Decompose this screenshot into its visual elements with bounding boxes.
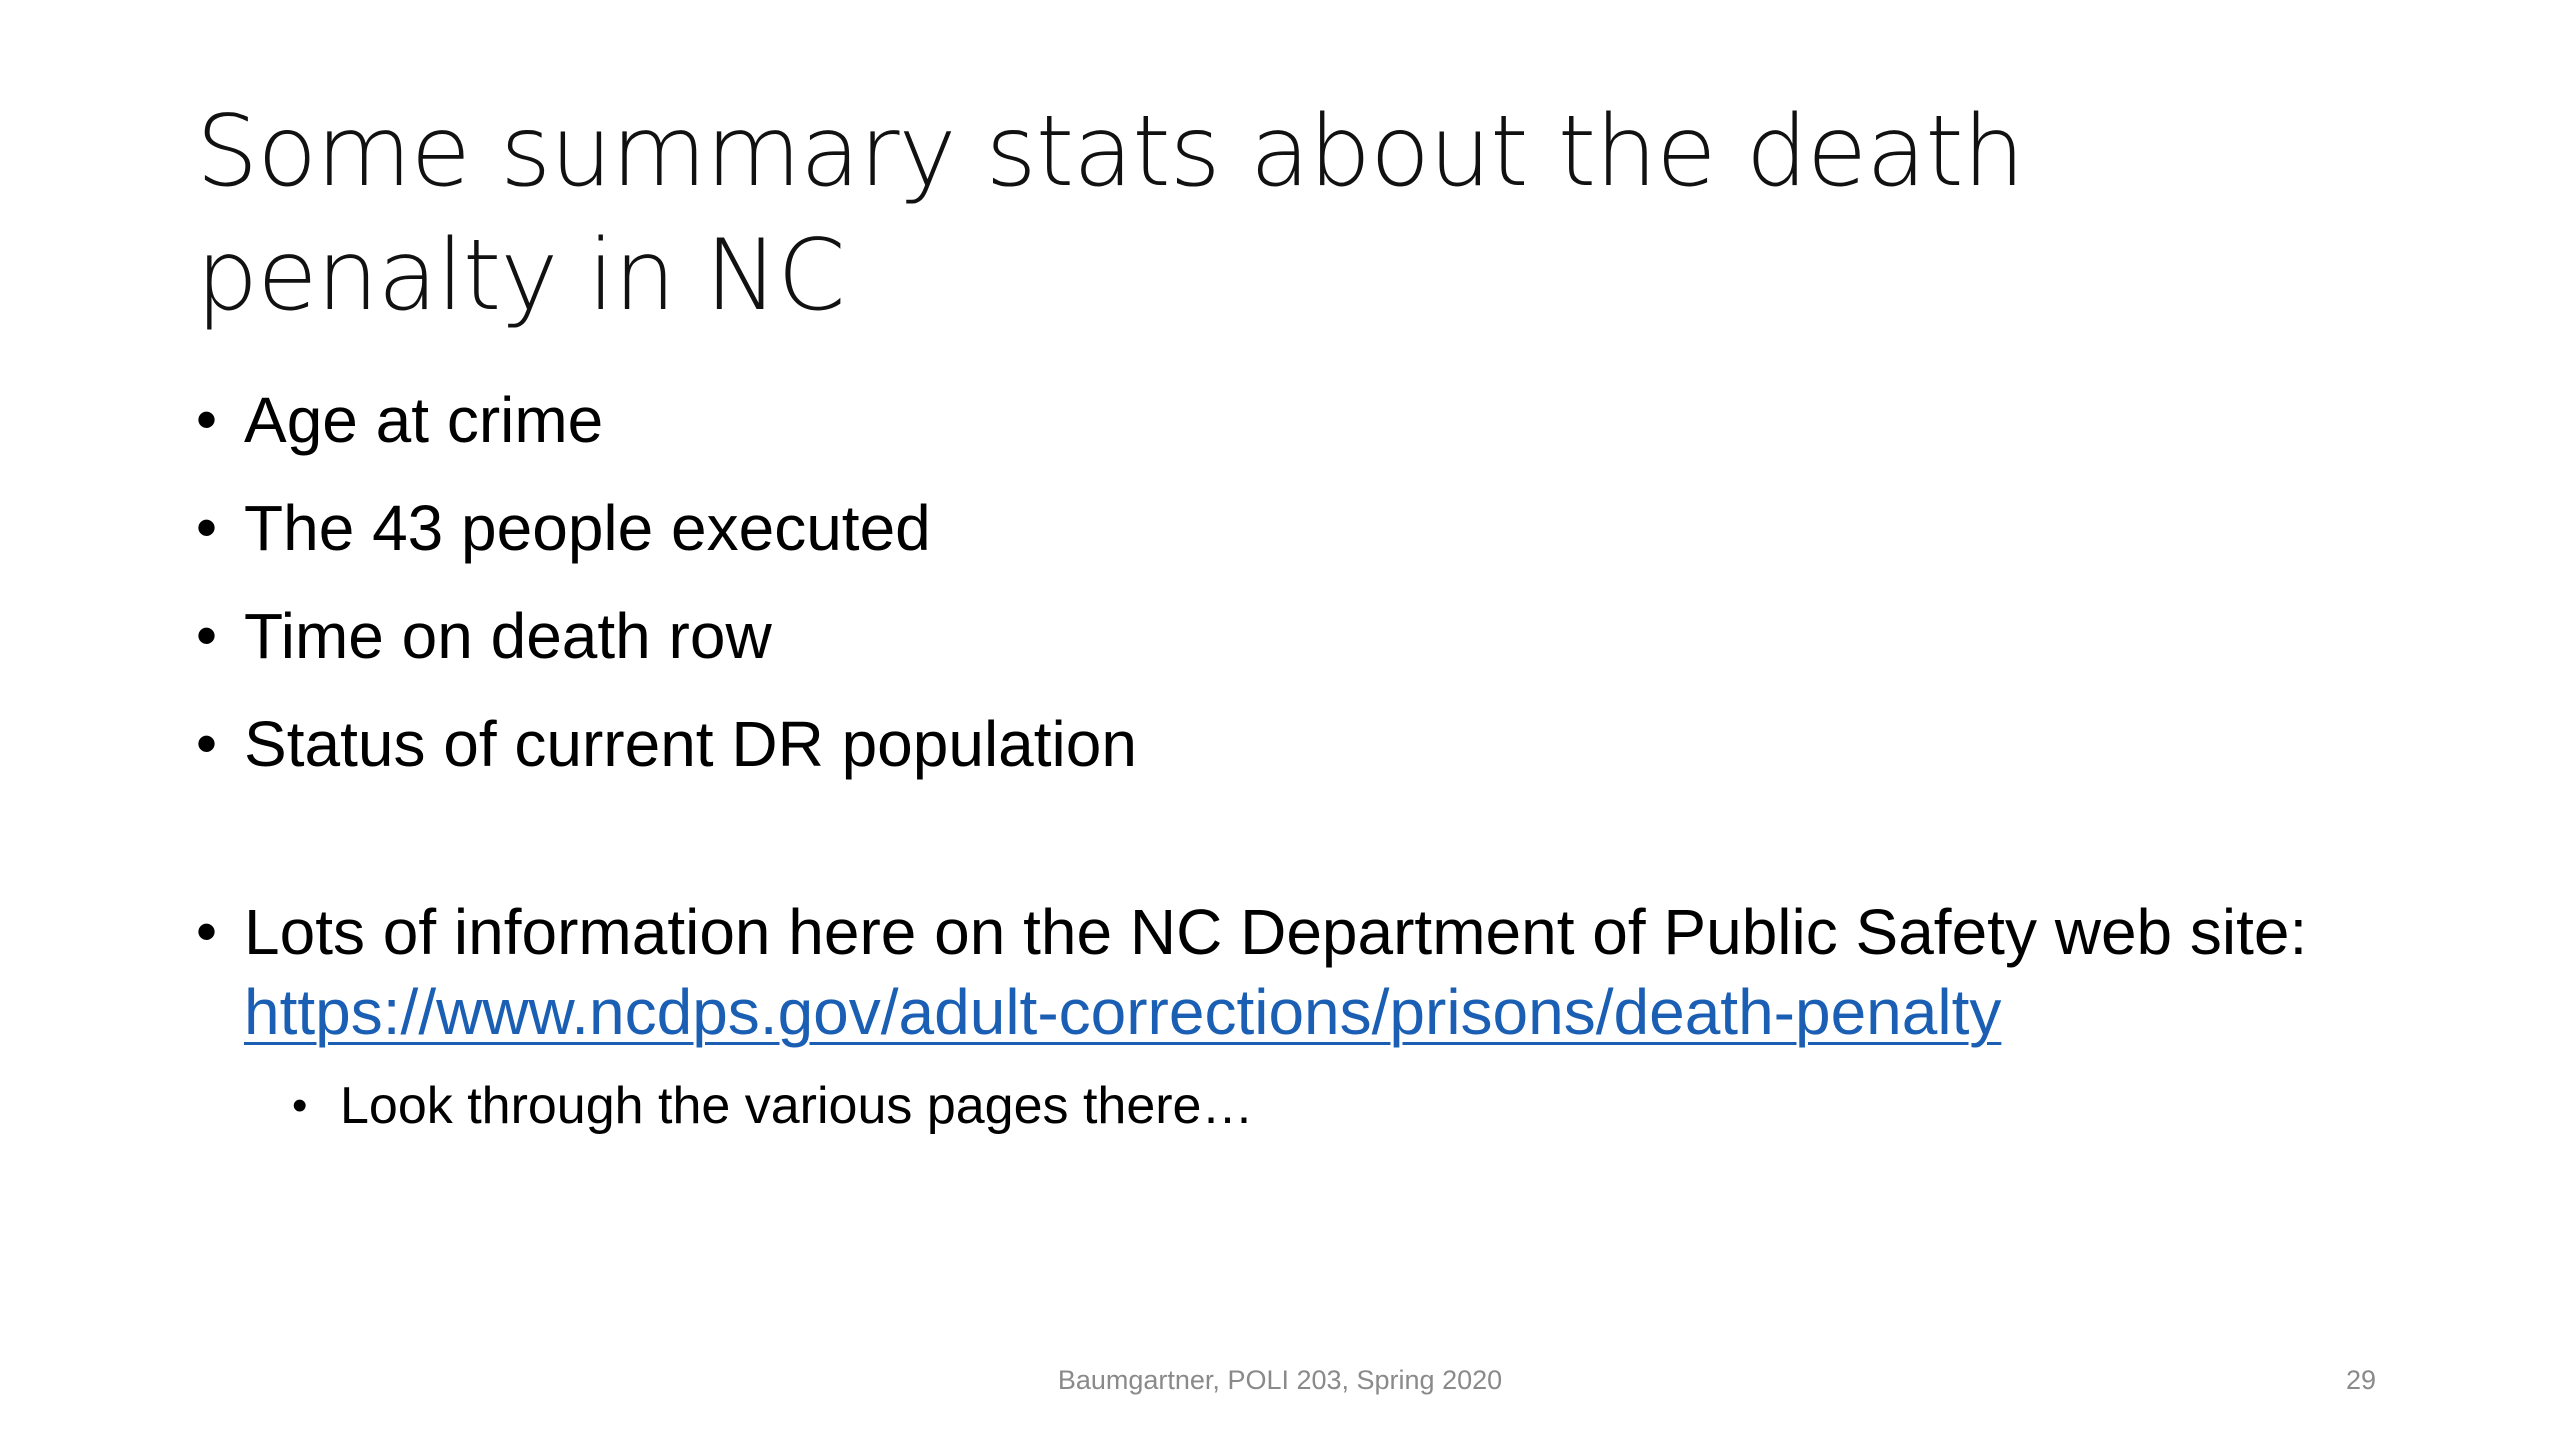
sub-bullet-list: [244, 1072, 2396, 1140]
slide-title: Some summary stats about the death penalty in NC: [196, 95, 2024, 333]
slide-footer: Baumgartner, POLI 203, Spring 2020: [1057, 1365, 1503, 1395]
bullet-item: [196, 488, 2396, 568]
bullet-item: [196, 596, 2396, 676]
bullet-text: Age at crime: [244, 384, 604, 456]
bullet-item: [196, 380, 2396, 460]
bullet-icon: •: [196, 386, 218, 453]
bullet-item-info: [196, 892, 2396, 1140]
bullet-icon: •: [196, 710, 218, 777]
bullet-text: Status of current DR population: [244, 708, 1137, 780]
sub-bullet-item: [292, 1072, 2396, 1140]
ncdps-death-penalty-link[interactable]: https://www.ncdps.gov/adult-corrections/prisons/death-penalty: [244, 976, 2002, 1048]
bullet-item: [196, 704, 2396, 784]
sub-bullet-text: Look through the various pages there…: [340, 1077, 1254, 1135]
bullet-text: The 43 people executed: [244, 492, 931, 564]
bullet-text: Time on death row: [244, 600, 772, 672]
bullet-list: [196, 380, 2396, 1140]
bullet-text: Lots of information here on the NC Department of Public Safety web site:: [244, 896, 2308, 968]
bullet-icon: •: [196, 602, 218, 669]
bullet-icon: •: [196, 494, 218, 561]
slide-number: 29: [2345, 1365, 2376, 1395]
sub-bullet-icon: •: [292, 1081, 308, 1130]
bullet-icon: •: [196, 898, 218, 965]
